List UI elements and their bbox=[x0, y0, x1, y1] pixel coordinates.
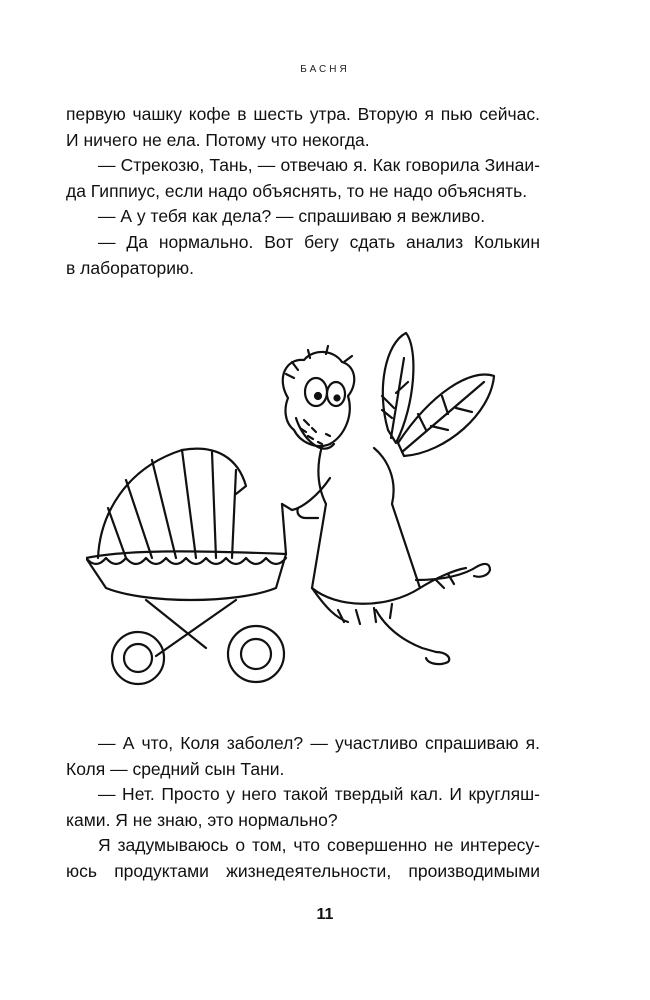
text-line: Коля — средний сын Тани. bbox=[66, 758, 285, 779]
text-line: да Гиппиус, если надо объяснять, то не надо объяснять. bbox=[66, 180, 528, 201]
page-number: 11 bbox=[316, 906, 334, 923]
text-line: первую чашку кофе в шесть утра. Вторую я пью сейчас. bbox=[66, 104, 540, 124]
text-line: — Да нормально. Вот бегу сдать анализ Колькин bbox=[98, 231, 540, 252]
text-line: юсь продуктами жизнедеятельности, производимыми bbox=[66, 860, 540, 881]
text-line: ками. Я не знаю, это нормально? bbox=[66, 809, 338, 830]
text-line: — Стрекозю, Тань, — отвечаю я. Как говорила Зинаи- bbox=[98, 155, 540, 176]
dragonfly-woman-with-stroller-illustration bbox=[86, 318, 506, 698]
stroller-icon bbox=[86, 449, 286, 684]
text-line: И ничего не ела. Потому что некогда. bbox=[66, 129, 370, 150]
text-block-bottom bbox=[66, 731, 540, 885]
text-block-top bbox=[66, 102, 540, 281]
running-header: БАСНЯ bbox=[300, 64, 350, 75]
dragonfly-head-icon bbox=[283, 346, 354, 449]
dress-icon bbox=[297, 446, 466, 624]
text-line: Я задумываюсь о том, что совершенно не интересу- bbox=[98, 835, 540, 856]
wing-icon bbox=[382, 333, 494, 456]
legs-icon bbox=[376, 564, 490, 664]
text-line: — А у тебя как дела? — спрашиваю я вежливо. bbox=[98, 206, 486, 227]
text-line: в лабораторию. bbox=[66, 257, 194, 278]
text-line: — Нет. Просто у него такой твердый кал. И кругляш- bbox=[98, 784, 540, 805]
text-line: — А что, Коля заболел? — участливо спрашиваю я. bbox=[98, 733, 540, 753]
